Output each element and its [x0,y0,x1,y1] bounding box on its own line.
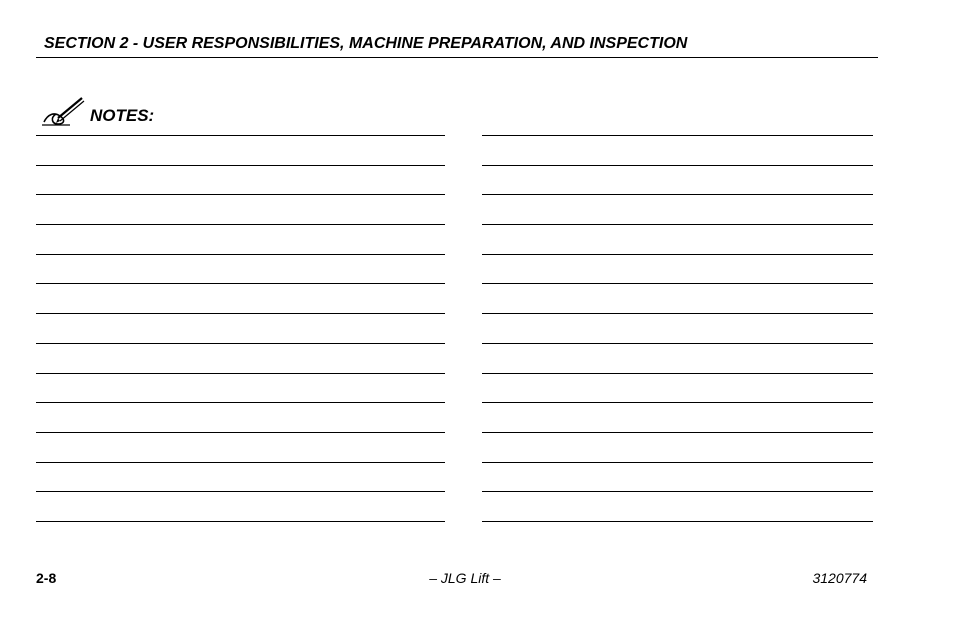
note-line [482,313,873,343]
note-line [36,313,445,343]
note-line [36,432,445,462]
section-header [36,34,878,58]
note-line [482,402,873,432]
note-line [36,283,445,313]
notes-label: NOTES: [90,106,155,125]
notes-lines-right-column [482,135,873,551]
page-number: 2-8 [36,570,57,586]
note-line [36,224,445,254]
note-line [482,343,873,373]
note-line [36,194,445,224]
note-line [36,373,445,403]
note-line [36,462,445,492]
section-title: SECTION 2 - USER RESPONSIBILITIES, MACHINE PREPARATION, AND INSPECTION [44,35,688,52]
footer-brand: – JLG Lift – [429,570,501,586]
note-line [36,165,445,195]
note-line [482,165,873,195]
note-line [482,224,873,254]
note-line [36,402,445,432]
note-line [36,254,445,284]
document-number: 3120774 [812,570,867,586]
note-line [482,521,873,551]
note-line [36,135,445,165]
note-line [482,373,873,403]
pencil-writing-icon [40,96,86,128]
note-line [482,462,873,492]
notes-lines-left-column [36,135,445,551]
note-line [36,343,445,373]
note-line [482,432,873,462]
note-line [482,283,873,313]
note-line [482,491,873,521]
note-line [36,491,445,521]
note-line [36,521,445,551]
note-line [482,135,873,165]
note-line [482,254,873,284]
note-line [482,194,873,224]
